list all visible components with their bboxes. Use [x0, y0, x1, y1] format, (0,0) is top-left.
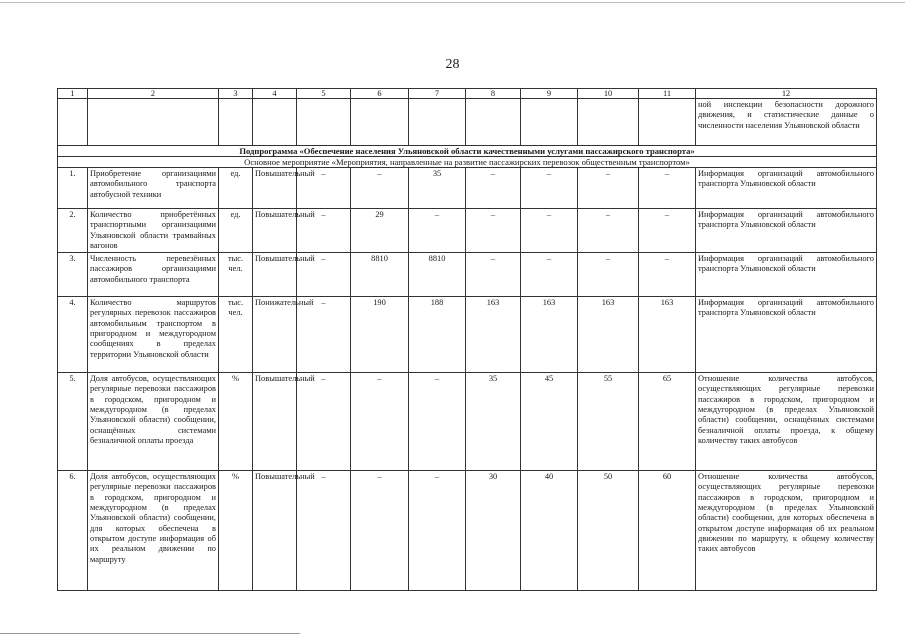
indicator-name: Доля автобусов, осуществляющих регулярные перевозки пассажиров в городском, пригородном и междугородном (в пределах Ульяновской области) сообщении, для которых обеспечена в открытом доступе информация об их реальном движении по маршруту	[88, 471, 219, 591]
value-cell: –	[409, 471, 466, 591]
value-cell: 8810	[409, 253, 466, 297]
data-source: Информация организаций автомобильного транспорта Ульяновской области	[696, 297, 877, 373]
table-row	[58, 297, 877, 373]
scan-edge-bottom	[0, 633, 300, 634]
scan-edge-top	[0, 2, 905, 3]
value-cell: –	[466, 253, 521, 297]
value-cell: 60	[639, 471, 696, 591]
unit: тыс. чел.	[219, 253, 253, 297]
value-cell: 35	[466, 373, 521, 471]
value-cell: –	[409, 373, 466, 471]
col-header-3: 3	[219, 89, 253, 99]
indicator-name: Приобретение организациями автомобильного транспорта автобусной техники	[88, 168, 219, 209]
continuation-row	[58, 99, 877, 146]
indicator-table-container	[57, 88, 876, 591]
continuation-note: ной инспекции безопасности дорожного движения, и статистические данные о численности населения Ульяновской области	[696, 99, 877, 146]
table-row	[58, 209, 877, 253]
table-row	[58, 471, 877, 591]
value-cell: –	[297, 253, 351, 297]
row-number: 1.	[58, 168, 88, 209]
value-cell: 8810	[351, 253, 409, 297]
value-cell: 163	[639, 297, 696, 373]
value-cell: 40	[521, 471, 578, 591]
value-cell: –	[521, 253, 578, 297]
main-activity-row	[58, 157, 877, 168]
row-number: 6.	[58, 471, 88, 591]
col-header-4: 4	[253, 89, 297, 99]
direction: Повышательный	[253, 253, 297, 297]
unit: %	[219, 373, 253, 471]
direction: Повышательный	[253, 471, 297, 591]
data-source: Информация организаций автомобильного транспорта Ульяновской области	[696, 168, 877, 209]
unit: %	[219, 471, 253, 591]
value-cell: –	[351, 471, 409, 591]
value-cell: 35	[409, 168, 466, 209]
col-header-7: 7	[409, 89, 466, 99]
indicator-name: Численность перевезённых пассажиров организациями автомобильного транспорта	[88, 253, 219, 297]
indicator-name: Доля автобусов, осуществляющих регулярные перевозки пассажиров в городском, пригородном и междугородном (в пределах Ульяновской области) сообщении, оснащённых системами безналичной оплаты проезда	[88, 373, 219, 471]
value-cell: 163	[466, 297, 521, 373]
value-cell: –	[521, 168, 578, 209]
subprogram-title: Подпрограмма «Обеспечение населения Ульяновской области качественными услугами пассажирского транспорта»	[58, 146, 877, 157]
value-cell: –	[297, 209, 351, 253]
value-cell: –	[578, 168, 639, 209]
value-cell: –	[297, 471, 351, 591]
data-source: Информация организаций автомобильного транспорта Ульяновской области	[696, 209, 877, 253]
value-cell: –	[521, 209, 578, 253]
value-cell: 55	[578, 373, 639, 471]
unit: ед.	[219, 168, 253, 209]
data-source: Отношение количества автобусов, осуществляющих регулярные перевозки пассажиров в городском, пригородном и междугородном (в пределах Ульяновской области) сообщении, для которых обеспечена в открытом доступе информация об их реальном движении по маршруту, к общему количеству таких автобусов	[696, 471, 877, 591]
value-cell: –	[639, 253, 696, 297]
value-cell: 190	[351, 297, 409, 373]
direction: Понижательный	[253, 297, 297, 373]
value-cell: 65	[639, 373, 696, 471]
col-header-12: 12	[696, 89, 877, 99]
value-cell: –	[639, 168, 696, 209]
value-cell: 45	[521, 373, 578, 471]
value-cell: 163	[578, 297, 639, 373]
indicator-name: Количество приобретённых транспортными организациями Ульяновской области трамвайных вагонов	[88, 209, 219, 253]
col-header-6: 6	[351, 89, 409, 99]
indicator-name: Количество маршрутов регулярных перевозок пассажиров автомобильным транспортом в пригородном и междугородном сообщениях в пределах территории Ульяновской области	[88, 297, 219, 373]
col-header-5: 5	[297, 89, 351, 99]
data-source: Информация организаций автомобильного транспорта Ульяновской области	[696, 253, 877, 297]
table-row	[58, 168, 877, 209]
row-number: 3.	[58, 253, 88, 297]
column-number-row	[58, 89, 877, 99]
indicator-table	[57, 88, 877, 591]
value-cell: –	[351, 373, 409, 471]
value-cell: 29	[351, 209, 409, 253]
value-cell: 50	[578, 471, 639, 591]
col-header-1: 1	[58, 89, 88, 99]
subprogram-row	[58, 146, 877, 157]
value-cell: –	[578, 209, 639, 253]
row-number: 2.	[58, 209, 88, 253]
main-activity: Основное мероприятие «Мероприятия, направленные на развитие пассажирских перевозок общественным транспортом»	[58, 157, 877, 168]
value-cell: –	[578, 253, 639, 297]
col-header-10: 10	[578, 89, 639, 99]
direction: Повышательный	[253, 168, 297, 209]
value-cell: –	[351, 168, 409, 209]
table-row	[58, 373, 877, 471]
col-header-2: 2	[88, 89, 219, 99]
col-header-9: 9	[521, 89, 578, 99]
col-header-11: 11	[639, 89, 696, 99]
value-cell: 188	[409, 297, 466, 373]
value-cell: –	[297, 297, 351, 373]
row-number: 4.	[58, 297, 88, 373]
value-cell: –	[639, 209, 696, 253]
value-cell: –	[297, 373, 351, 471]
direction: Повышательный	[253, 209, 297, 253]
col-header-8: 8	[466, 89, 521, 99]
value-cell: –	[409, 209, 466, 253]
value-cell: 30	[466, 471, 521, 591]
unit: тыс. чел.	[219, 297, 253, 373]
unit: ед.	[219, 209, 253, 253]
page-number: 28	[445, 57, 460, 72]
row-number: 5.	[58, 373, 88, 471]
value-cell: 163	[521, 297, 578, 373]
value-cell: –	[466, 209, 521, 253]
value-cell: –	[297, 168, 351, 209]
direction: Повышательный	[253, 373, 297, 471]
data-source: Отношение количества автобусов, осуществляющих регулярные перевозки пассажиров в городском, пригородном и междугородном (в пределах Ульяновской области) сообщении, оснащённых системами безналичной оплаты проезда, к общему количеству таких автобусов	[696, 373, 877, 471]
table-row	[58, 253, 877, 297]
value-cell: –	[466, 168, 521, 209]
